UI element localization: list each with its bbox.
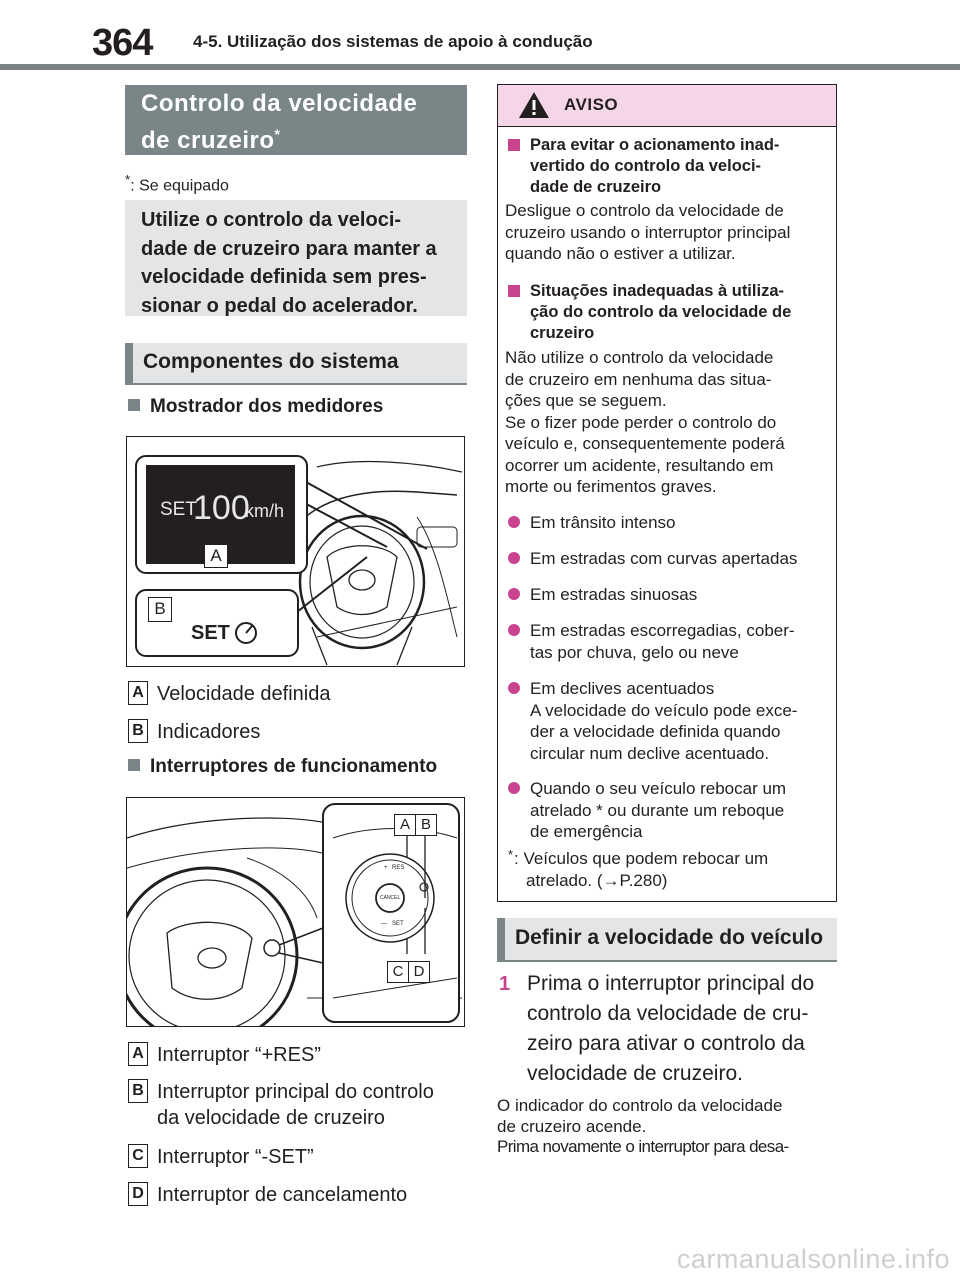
warning-triangle-icon [518,91,550,119]
step-instruction [527,969,847,1089]
step-line: controlo da velocidade de cru- [527,1002,809,1025]
legend-text [157,1079,434,1131]
warning-title: AVISO [564,95,619,114]
legend-row [128,681,458,707]
intro-box [125,200,467,316]
warning-heading-2 [508,281,830,344]
gauges-heading-text: Mostrador dos medidores [150,396,384,417]
section-heading-rule [497,960,837,962]
section-title-cruise-control [125,85,467,155]
title-asterisk: * [274,126,281,142]
warning-item-line: Em estradas escorregadias, cober- [530,621,795,640]
speed-unit: km/h [245,501,285,521]
warning-heading-1 [508,135,830,198]
callout-d: D [408,961,430,983]
footnote-mark: * [508,847,514,862]
step-line: Prima o interruptor principal do [527,972,815,995]
page-number: 364 [92,22,153,64]
warning-item-line: A velocidade do veículo pode exce- [530,700,798,720]
header-rule [0,64,960,70]
warning-text-line: Desligue o controlo da velocidade de [505,201,784,220]
res-plus: + [384,865,388,871]
set-minus: — [381,921,387,927]
intro-line: velocidade definida sem pres- [141,266,427,288]
warning-text-line: veículo e, consequentemente poderá [505,434,785,453]
bullet-square [128,759,140,771]
warning-heading-line: ção do controlo da velocidade de [530,303,792,321]
warning-text-line: ocorrer um acidente, resultando em [505,455,774,475]
bullet-square [508,139,520,151]
warning-text-line: ções que se seguem. [505,391,667,410]
legend-tag: A [128,681,148,705]
warning-text-line: Se o fizer pode perder o controlo do [505,412,777,432]
title-line-2: de cruzeiro [141,127,275,154]
callout-a: A [204,544,228,568]
bullet-square [128,399,140,411]
callout-c: C [387,961,409,983]
gauge-illustration [126,436,465,667]
intro-line: sionar o pedal do acelerador. [141,294,418,317]
warning-list-item [508,584,828,606]
warning-text-line: morte ou ferimentos graves. [505,477,717,496]
warning-item-text: Em estradas com curvas apertadas [530,549,798,568]
gauges-heading [128,396,383,418]
legend-row [128,1182,458,1208]
legend-row [128,1079,458,1131]
warning-text-line: Não utilize o controlo da velocidade [505,348,774,367]
legend-line: da velocidade de cruzeiro [157,1107,385,1129]
legend-tag: C [128,1144,148,1168]
note-line: O indicador do controlo da velocidade [497,1096,783,1115]
legend-tag: A [128,1042,148,1066]
warning-box [497,84,837,902]
warning-item-line: Em declives acentuados [530,679,715,698]
warning-item-line: circular num declive acentuado. [530,743,770,763]
warning-list-item [508,512,828,534]
chapter-title: 4-5. Utilização dos sistemas de apoio à condução [193,32,593,51]
legend-text: Interruptor de cancelamento [157,1184,408,1206]
gauge-drawing [127,437,465,667]
bullet-dot [508,624,520,636]
legend-text: Interruptor “+RES” [157,1044,321,1066]
set-speed-value: 100 [193,489,250,527]
legend-text: Interruptor “-SET” [157,1146,314,1168]
warning-header [498,85,836,127]
watermark: carmanualsonline.info [676,1244,950,1274]
bullet-dot [508,588,520,600]
equipped-footnote [125,172,229,195]
legend-tag: D [128,1182,148,1206]
title-line-1: Controlo da velocidade [141,90,418,117]
warning-heading-line: dade de cruzeiro [530,178,662,196]
callout-b: B [415,814,437,836]
callout-b: B [148,597,172,622]
set-label: SET [160,499,197,520]
intro-line: dade de cruzeiro para manter a [141,237,437,260]
legend-text: Indicadores [157,721,261,743]
legend-tag: B [128,719,148,743]
warning-list-item [508,548,828,570]
warning-text-line: cruzeiro usando o interruptor principal [505,222,791,242]
legend-row [128,1144,458,1170]
note-line: Prima novamente o interruptor para desa- [497,1137,789,1156]
warning-list-item [508,778,828,844]
warning-list-item [508,620,828,664]
intro-line: Utilize o controlo da veloci- [141,209,402,231]
warning-item-line: de emergência [530,822,643,841]
switch-illustration [126,797,465,1027]
warning-item-text: Em trânsito intenso [530,513,676,532]
bullet-square [508,285,520,297]
warning-heading-line: Situações inadequadas à utiliza- [530,282,784,300]
warning-item-text: Em estradas sinuosas [530,585,698,604]
legend-row [128,719,458,745]
warning-footnote [508,848,830,891]
legend-row [128,1042,458,1068]
footnote-line: : Veículos que podem rebocar um [514,849,769,868]
footnote-mark: * [125,172,131,187]
step-line: velocidade de cruzeiro. [527,1062,743,1085]
section-heading-set-speed: Definir a velocidade do veículo [497,918,837,960]
set-label: SET [392,921,404,927]
set-indicator: SET [191,622,230,644]
legend-tag: B [128,1079,148,1103]
warning-heading-line: cruzeiro [530,324,595,342]
note-line: de cruzeiro acende. [497,1116,647,1136]
warning-item-line: Quando o seu veículo rebocar um [530,779,787,798]
warning-item-line: tas por chuva, gelo ou neve [530,642,739,662]
step-number: 1 [499,973,511,995]
warning-heading-line: Para evitar o acionamento inad- [530,136,780,154]
warning-item-line: atrelado * ou durante um reboque [530,800,785,820]
footnote-line: atrelado. (→P.280) [526,870,668,890]
bullet-dot [508,682,520,694]
footnote-text: : Se equipado [130,177,229,195]
cancel-label: CANCEL [380,895,401,901]
warning-text-line: quando não o estiver a utilizar. [505,244,736,263]
legend-text: Velocidade definida [157,683,331,705]
step-line: zeiro para ativar o controlo da [527,1032,805,1055]
warning-text-1 [505,200,835,265]
warning-list-item [508,678,828,766]
warning-heading-line: vertido do controlo da veloci- [530,157,762,175]
switches-heading-text: Interruptores de funcionamento [150,756,438,777]
res-label: RES [392,865,405,871]
switches-heading [128,756,437,778]
bullet-dot [508,516,520,528]
legend-line: Interruptor principal do controlo [157,1081,434,1103]
step-note [497,1096,837,1158]
warning-text-line: de cruzeiro em nenhuma das situa- [505,369,772,389]
section-heading-components: Componentes do sistema [125,343,467,383]
warning-item-line: der a velocidade definida quando [530,722,781,741]
warning-text-2 [505,347,835,498]
bullet-dot [508,552,520,564]
section-heading-rule [125,383,467,385]
callout-a: A [394,814,416,836]
bullet-dot [508,782,520,794]
